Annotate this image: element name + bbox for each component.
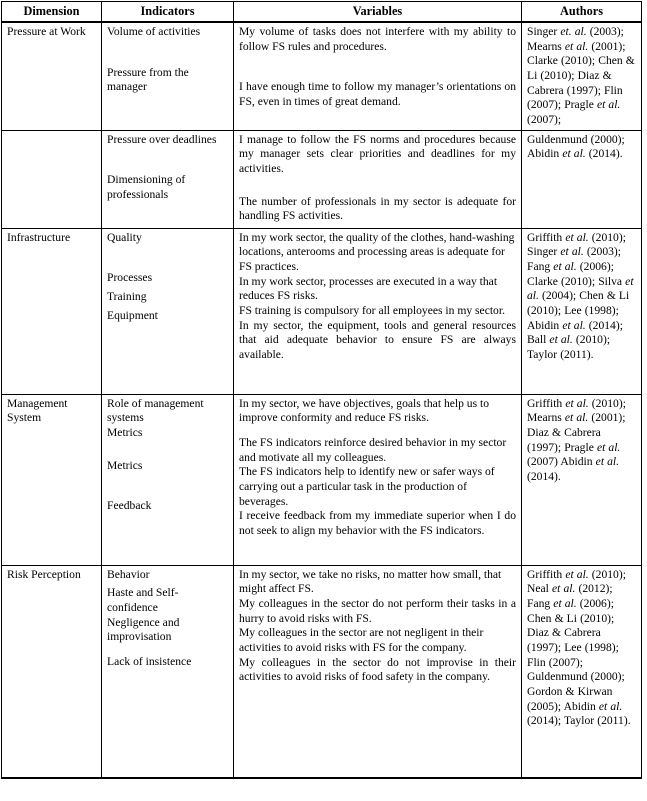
spacer [107,147,228,173]
authors-text [527,397,636,485]
citation-text: (2010); Mearns [527,396,626,425]
citation-et-al: et al. [560,245,584,259]
citation-text: (2001); Diaz & Cabrera (1997); Pragle [527,411,626,454]
variable-item: I receive feedback from my immediate superior when I do not seek to align my behavior with the FS indicators. [239,509,516,537]
indicator-item: Negligence and improvisation [107,615,180,644]
citation-et-al: et al. [562,318,586,332]
citation-text: Singer [527,25,561,39]
citation-text: (2004); Chen & Li (2010); Lee (1998); Abidin [527,289,630,332]
table-row [2,22,642,130]
citation-text: (2010); Singer [527,230,626,259]
cell-dimension [2,565,102,778]
dimension-label: Pressure at Work [7,25,86,39]
spacer [107,40,228,66]
cell-indicators [102,394,234,565]
citation-et-al: et al. [595,455,620,469]
spacer [107,245,228,271]
variable-item: My colleagues in the sector are not negligent in their activities to avoid risks with FS for the company. [239,626,484,655]
indicator-item: Dimensioning of professionals [107,173,186,202]
cell-variables [234,394,522,565]
citation-et-al: et al. [527,274,634,303]
cell-dimension [2,394,102,565]
table-row [2,565,642,778]
spacer [107,645,228,655]
citation-et-al: et al. [565,396,589,410]
cell-variables [234,565,522,778]
spacer [107,441,228,459]
citation-et-al: et al. [553,597,577,611]
variable-item: In my sector, we have objectives, goals that help us to improve conformity and reduce FS risks. [239,396,490,425]
cell-authors [522,394,642,565]
citation-text: Griffith [527,567,566,581]
variable-item: In my work sector, the quality of the clothes, hand-washing locations, anterooms and processing areas is adequate for FS practices. [239,230,515,274]
indicator-item: Feedback [107,499,152,513]
spacer [239,177,516,195]
indicator-item: Metrics [107,426,143,440]
citation-et-al: et al. [564,39,589,53]
variable-item: The number of professionals in my sector is adequate for handling FS activities. [239,194,516,223]
spacer [239,54,516,80]
indicator-item: Quality [107,230,142,244]
citation-text: (2003); Fang [527,245,621,274]
dimensions-indicators-table [1,1,642,779]
citation-et-al: et al. [596,440,621,454]
cell-authors [522,228,642,394]
variable-item: In my sector, we take no risks, no matter how small, that might affect FS. [239,567,502,596]
cell-authors [522,565,642,778]
variable-item: FS training is compulsory for all employees in my sector. [239,304,505,318]
citation-et-al: et al. [562,147,586,161]
variable-item: My volume of tasks does not interfere with my ability to follow FS rules and procedures. [239,25,516,53]
table-body [2,22,642,778]
variable-item: The FS indicators reinforce desired behavior in my sector and motivate all my colleagues. [239,436,507,464]
cell-variables [234,228,522,394]
citation-et-al: et al. [553,260,577,274]
cell-authors [522,22,642,130]
indicator-item: Lack of insistence [107,655,192,669]
citation-text: (2012); Fang [527,582,613,611]
cell-variables [234,130,522,228]
dimension-label: Risk Perception [7,567,81,581]
citation-text: (2006); Clarke (2010); Silva [527,260,626,288]
variable-item: My colleagues in the sector do not improvise in their activities to avoid risks of food safety in the company. [239,655,516,684]
authors-text [527,568,636,729]
citation-et-al: et al. [564,411,589,425]
indicator-item: Pressure over deadlines [107,132,217,146]
column-header-variables: Variables [234,2,522,23]
dimension-label: Management System [7,396,68,425]
variable-item: I manage to follow the FS norms and procedures because my manager sets clear priorities and deadlines for my activities. [239,132,516,176]
citation-text: Griffith [527,230,566,244]
citation-text: (2003); Mearns [527,25,624,53]
citation-text: (2010); Taylor (2011). [527,333,611,361]
cell-indicators [102,130,234,228]
indicator-item: Metrics [107,458,143,472]
citation-et-al: et al. [549,333,573,347]
citation-text: Griffith [527,396,566,410]
column-header-authors: Authors [522,2,642,23]
citation-et-al: et al. [565,567,589,581]
citation-text: (2001); Clarke (2010); Chen & Li (2010); Diaz & Cabrera (1997); Flin (2007); Pragle [527,39,635,112]
dimension-label: Infrastructure [7,230,71,244]
table-header [2,2,642,23]
citation-text: (2007) Abidin [527,455,596,469]
citation-text: (2014); Ball [527,318,623,347]
cell-indicators [102,565,234,778]
variable-item: My colleagues in the sector do not perform their tasks in a hurry to avoid risks with FS. [239,597,516,625]
indicator-item: Role of management systems [107,396,204,425]
cell-dimension [2,130,102,228]
citation-et-al: et al. [598,699,623,713]
column-header-dimension: Dimension [2,2,102,23]
variable-item: In my work sector, processes are executed in a way that reduces FS risks. [239,274,498,303]
indicator-item: Haste and Self-confidence [107,586,179,615]
cell-authors [522,130,642,228]
spacer [239,426,516,436]
citation-et-al: et al. [596,98,621,112]
column-header-indicators: Indicators [102,2,234,23]
indicator-item: Processes [107,271,153,285]
citation-text: (2010); Neal [527,567,626,596]
variable-item: I have enough time to follow my manager’s orientations on FS, even in times of great demand. [239,80,516,109]
document-page [0,1,647,801]
table-header-row [2,2,642,23]
cell-variables [234,22,522,130]
citation-text: (2014). [585,147,623,161]
indicator-item: Pressure from the manager [107,65,189,94]
authors-text [527,231,636,363]
citation-et-al: et al. [551,582,576,596]
indicator-item: Training [107,290,147,304]
spacer [107,473,228,499]
authors-text [527,25,636,128]
indicator-item: Equipment [107,308,158,322]
table-row [2,394,642,565]
citation-text: Guldenmund (2000); Abidin [527,132,625,161]
citation-text: (2014); Taylor (2011). [527,714,631,728]
cell-dimension [2,228,102,394]
table-row [2,130,642,228]
citation-et-al: et. al. [560,25,587,39]
cell-indicators [102,228,234,394]
indicator-item: Behavior [107,567,150,581]
variable-item: In my sector, the equipment, tools and general resources that aid adequate behavior to ensure FS are always available. [239,318,516,361]
citation-text: (2006); Chen & Li (2010); Diaz & Cabrera (1997); Lee (1998); Flin (2007); Guldenmund (2000); Gordon & Kirwan (2005); Abidin [527,597,625,713]
table-row [2,228,642,394]
citation-et-al: et al. [565,230,589,244]
indicator-item: Volume of activities [107,25,201,39]
authors-text [527,133,636,162]
cell-dimension [2,22,102,130]
citation-text: (2007); [527,113,562,127]
citation-text: (2014). [527,470,561,484]
variable-item: The FS indicators help to identify new or safer ways of carrying out a particular task in the production of beverages. [239,465,495,508]
cell-indicators [102,22,234,130]
